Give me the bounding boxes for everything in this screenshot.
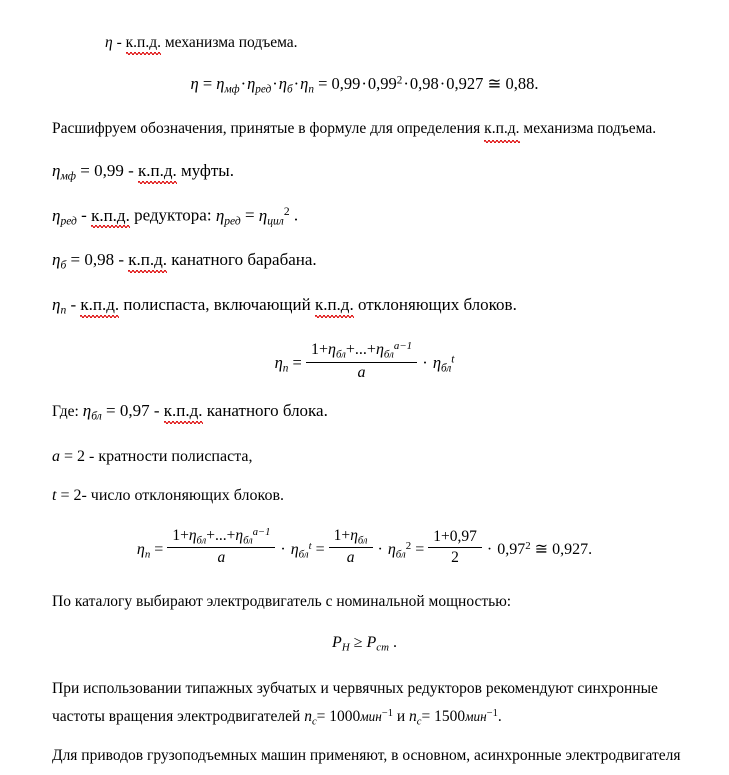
value-two-den: 2 [451, 549, 459, 567]
symbol-eta: η [105, 34, 113, 51]
tipazh-text-2: частоты вращения электродвигателей [52, 708, 305, 726]
reduktor-mid: редуктора: [129, 205, 216, 225]
exponent-a-minus-1-1: a−1 [393, 340, 413, 352]
ellipsis-1: ... [354, 341, 367, 359]
text-line-chislo-blokov [52, 487, 284, 505]
katalog-text: По каталогу выбирают электродвигатель с номинальной мощностью: [52, 593, 512, 610]
value-099-a: 0,99 [331, 74, 361, 93]
baraban-after: канатного барабана. [167, 250, 317, 269]
subscript-bl-9: бл [395, 548, 406, 561]
value-088: 0,88 [505, 74, 535, 93]
subscript-bl-3: бл [441, 362, 452, 375]
subscript-st: ст [376, 641, 389, 654]
tipazh-mid: и [393, 708, 410, 726]
num-one-2: 1 [172, 527, 181, 545]
polispast-mid: полиспаста, включающий [119, 295, 315, 314]
ellipsis-2: ... [214, 527, 227, 545]
subscript-bl-5: бл [196, 535, 207, 547]
fraction-denominator: a [357, 363, 366, 381]
reduktor-after: . [293, 205, 299, 225]
tipazh-end: . [497, 708, 502, 726]
paragraph-privod [52, 747, 681, 765]
value-0927-b: 0,927 [552, 541, 589, 559]
spellcheck-word-kpd-5: к.п.д. [128, 250, 168, 269]
polispast-after: отклоняющих блоков. [353, 295, 517, 314]
subscript-bl-7: бл [298, 548, 309, 561]
unit-min-2: мин [465, 709, 487, 725]
spellcheck-word-kpd-6: к.п.д. [80, 295, 120, 314]
num-one-3: 1 [333, 527, 342, 545]
exponent-t-2: t [308, 539, 312, 552]
subscript-p-3: п [282, 362, 289, 375]
text-line-eta-definition [105, 34, 298, 53]
rasshifruem-after: механизма подъема. [519, 120, 657, 137]
fraction-numeric: $\frac{1+0,97}{2}$ [428, 528, 482, 567]
value-1000: = 1000 [316, 708, 361, 726]
paragraph-katalog [52, 591, 692, 613]
paragraph-rasshifruem [52, 118, 692, 141]
num-one: 1 [310, 341, 319, 359]
exponent-a-minus-1-2: a−1 [252, 527, 271, 538]
text-line-reduktor: $\eta_{ред} - к.п.д$. редуктора: $\eta_{ред} = \eta_{цил}^2$ . [52, 205, 299, 228]
text-line-baraban: $\eta_б = 0,98 - к.п.д$. канатного барабана. [52, 250, 317, 272]
subscript-p-4: п [144, 548, 151, 561]
spellcheck-word-kpd-4: к.п.д. [91, 205, 130, 225]
subscript-c-1: с [311, 716, 317, 728]
fraction-polispast [306, 340, 417, 382]
spellcheck-word-kpd-3: к.п.д. [138, 161, 177, 180]
paragraph-tipazh-line1 [52, 680, 658, 698]
unit-min-1: мин [360, 709, 382, 725]
spellcheck-word-kpd-2: к.п.д. [484, 118, 519, 141]
exponent-minus-1-b: −1 [486, 708, 498, 719]
subscript-bl-8: бл [357, 535, 368, 547]
eta-dash: - [112, 34, 126, 51]
subscript-bl-2: бл [383, 348, 394, 361]
subscript-red-2: ред [60, 214, 77, 228]
formula-eta-polispast: $\eta_п$ = $\frac{1+\eta_{бл}+...+\eta_{бл}^{a-1}}{a}$ · $\eta_{бл}^t$ [274, 340, 455, 381]
value-1500: = 1500 [421, 708, 466, 726]
symbol-t: t [52, 487, 57, 504]
chislo-blokov-text: = 2- число отклоняющих блоков. [60, 487, 285, 504]
paragraph-tipazh-line2: частоты вращения электродвигателей $n_с= 1000мин^{-1}$ и $n_с= 1500мин^{-1}$. [52, 708, 502, 728]
mufta-after: муфты. [176, 161, 234, 180]
subscript-cil: цил [267, 214, 284, 228]
fraction-substituted: $\frac{1+\eta_{бл}}{a}$ [329, 527, 373, 567]
subscript-red: ред [255, 83, 272, 96]
spellcheck-word-kpd-7: к.п.д. [314, 295, 354, 314]
gde-after: канатного блока. [202, 401, 328, 420]
exponent-2-b: 2 [283, 205, 290, 218]
exponent-t-1: t [451, 353, 455, 366]
formula-eta-total: $\eta = \eta_{мф}\cdot\eta_{ред}\cdot\eta_б\cdot\eta_п = 0,99\cdot 0,99^2\cdot 0,98\cdot 0,927$ ≅ 0,88. [190, 74, 539, 96]
value-099-b: 0,99 [367, 74, 397, 93]
text-line-mufta: $\eta_{мф} = 0,99 - к.п.д$. муфты. [52, 161, 234, 183]
exponent-2-d: 2 [525, 539, 531, 552]
gde-value: = 0,97 - [106, 401, 164, 420]
baraban-value: = 0,98 - [70, 250, 129, 269]
subscript-p: п [308, 83, 314, 96]
subscript-mf-2: мф [60, 169, 77, 183]
subscript-bl-4: бл [91, 409, 102, 423]
exponent-minus-1-a: −1 [381, 708, 393, 719]
tipazh-text-1: При использовании типажных зубчатых и червячных редукторов рекомендуют синхронные [52, 680, 658, 697]
spellcheck-word-kpd-1: к.п.д. [125, 34, 161, 51]
subscript-p-2: п [60, 303, 67, 317]
subscript-H: Н [341, 641, 350, 654]
subscript-c-2: с [416, 716, 422, 728]
fraction-general: $\frac{1+\eta_{бл}+...+\eta_{бл}^{a-1}}{a}$ [167, 527, 275, 567]
fraction-numerator: $1+\eta_{бл}+...+\eta_{бл}^{a-1}$ [306, 340, 417, 363]
eta-definition-suffix: механизма подъема. [160, 34, 298, 51]
value-098: 0,98 [409, 74, 439, 93]
num-one-4: 1 [433, 528, 441, 546]
exponent-2-a: 2 [396, 74, 403, 87]
formula-power-condition: $P_Н \ge P_{ст}$ . [332, 634, 397, 654]
text-line-polispast: $\eta_п - к.п.д$. полиспаста, включающий к.п.д. отклоняющих блоков. [52, 295, 517, 317]
text-line-gde-blok: Где: $\eta_{бл} = 0,97 - к.п.д$. канатного блока. [52, 401, 328, 423]
value-0927: 0,927 [446, 74, 484, 93]
spellcheck-word-kpd-8: к.п.д. [163, 401, 203, 420]
privod-text: Для приводов грузоподъемных машин применяют, в основном, асинхронные электродвигателя [52, 747, 681, 764]
subscript-bl-1: бл [335, 348, 346, 361]
subscript-red-3: ред [224, 214, 241, 228]
formula-eta-polispast-computed: $\eta_п$ = $\frac{1+\eta_{бл}+...+\eta_{бл}^{a-1}}{a}$ · $\eta_{бл}^t$ = $\frac{1+\eta_{бл}}{a}$ · $\eta_{бл}^2$ = $\frac{1+0,97}{2}$ · 0,97$^2$ ≅ 0,927. [136, 527, 593, 567]
text-line-kratnost [52, 448, 252, 466]
subscript-bl-6: бл [243, 535, 253, 547]
subscript-b: б [286, 83, 293, 96]
mufta-value: = 0,99 - [80, 161, 139, 180]
exponent-2-c: 2 [405, 539, 412, 552]
symbol-a: a [52, 448, 60, 465]
value-097-b: 0,97 [497, 541, 526, 559]
subscript-b-2: б [60, 258, 67, 272]
value-097-a: 0,97 [449, 528, 477, 546]
subscript-mf: мф [224, 83, 240, 96]
rasshifruem-before: Расшифруем обозначения, принятые в формуле для определения [52, 120, 485, 137]
kratnost-text: = 2 - кратности полиспаста, [64, 448, 253, 465]
gde-before: Где: [52, 403, 83, 420]
